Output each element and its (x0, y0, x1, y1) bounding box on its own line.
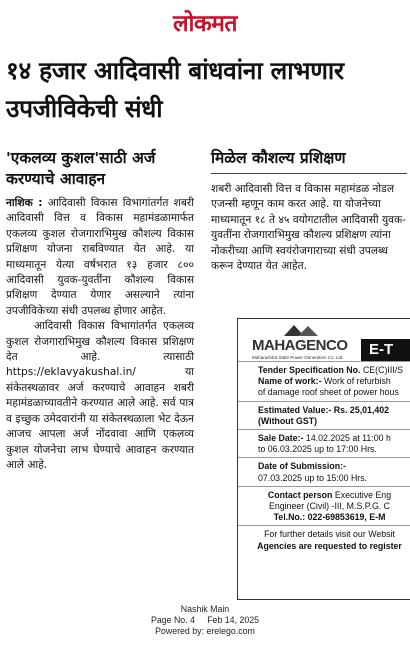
page-and-date: Page No. 4 Feb 14, 2025 (150, 615, 260, 626)
right-body: शबरी आदिवासी वित्त व विकास महामंडळ नोडल एजन्सी म्हणून काम करत आहे. या योजनेच्या माध्यमातून १८ ते ४५ वयोगटातील आदिवासी युवक-युवतींना रोजगाराभिमुख कौशल्य प्रशिक्षण त्यांना नोकरीच्या आणि स्वयंरोजगाराच्या संधी उपलब्ध करून देण्यात येत आहेत. (211, 183, 406, 273)
left-column (6, 148, 194, 473)
paragraph-2: आदिवासी विकास विभागांतर्गत एकलव्य कुशल रोजगाराभिमुख कौशल्य विकास प्रशिक्षण देत आहे. त्यासाठी https://eklavyakushal.in/ या संकेतस्थळावर अर्ज करण्याचे आवाहन शबरी महामंडळाच्यावतीने करण्यात आले आहे. सर्व पात्र व इच्छुक उमेदवारांनी या संकेतस्थळाला भेट देऊन आजच आपला अर्ज नोंदवावा आणि एकलव्य कुशल योजनेचा लाभ घेण्याचे आवाहन करण्यात आले आहे. (6, 320, 194, 471)
powered-by: Powered by: erelego.com (155, 626, 255, 637)
right-column (211, 148, 407, 274)
submission-date: Date of Submission:- 07.03.2025 up to 15:00 Hrs. (238, 458, 410, 486)
mahagenco-logo (252, 333, 364, 361)
estimated-value: Estimated Value:- Rs. 25,01,402 (Without GST) (238, 402, 410, 430)
ad-footer: For further details visit our Websit Agencies are requested to register (257, 529, 402, 551)
logo-text: MAHAGENCO (252, 337, 348, 354)
logo-emblem-icon (282, 323, 322, 337)
page-footer (0, 604, 410, 638)
edition-name: Nashik Main (180, 604, 230, 614)
divider (211, 173, 407, 174)
logo-tagline: Maharashtra State Power Generation Co. Ltd. (252, 355, 344, 360)
etender-badge: E-T (361, 339, 410, 361)
right-subheading: मिळेल कौशल्य प्रशिक्षण (211, 149, 346, 167)
ad-header (238, 319, 410, 362)
paragraph-1-text: आदिवासी विकास विभागांतर्गत शबरी आदिवासी वित्त व विकास महामंडळामार्फत एकलव्य कुशल रोजगाराभिमुख कौशल्य विकास प्रशिक्षण योजना राबविण्यात येत आहे. या माध्यमातून येत्या वर्षभरात १३ हजार ८०० आदिवासी युवक-युवतींना कौशल्य विकास प्रशिक्षण देण्यात येणार असल्याने त्यांना उपजीविकेच्या संधी उपलब्ध होणार आहेत. (6, 197, 194, 317)
contact-person: Contact person Executive Eng Engineer (Civil) -III, M.S.P.G. C Tel.No.: 022-69853619, E-M (238, 487, 410, 527)
sale-date: Sale Date:- 14.02.2025 at 11:00 h to 06.03.2025 up to 17:00 Hrs. (238, 430, 410, 458)
headline: १४ हजार आदिवासी बांधवांना लाभणार उपजीविकेची संधी (6, 56, 344, 123)
tender-advertisement (237, 318, 410, 600)
paragraph-1 (6, 196, 194, 319)
left-subheading: 'एकलव्य कुशल'साठी अर्ज करण्याचे आवाहन (6, 149, 156, 188)
newspaper-masthead: लोकमत (172, 10, 238, 37)
left-body (6, 196, 194, 473)
tender-spec: Tender Specification No. CE(C)III/S Name of work:- Work of refurbish of damage roof sheet of power hous (238, 362, 410, 402)
dateline: नाशिक : (6, 197, 43, 209)
